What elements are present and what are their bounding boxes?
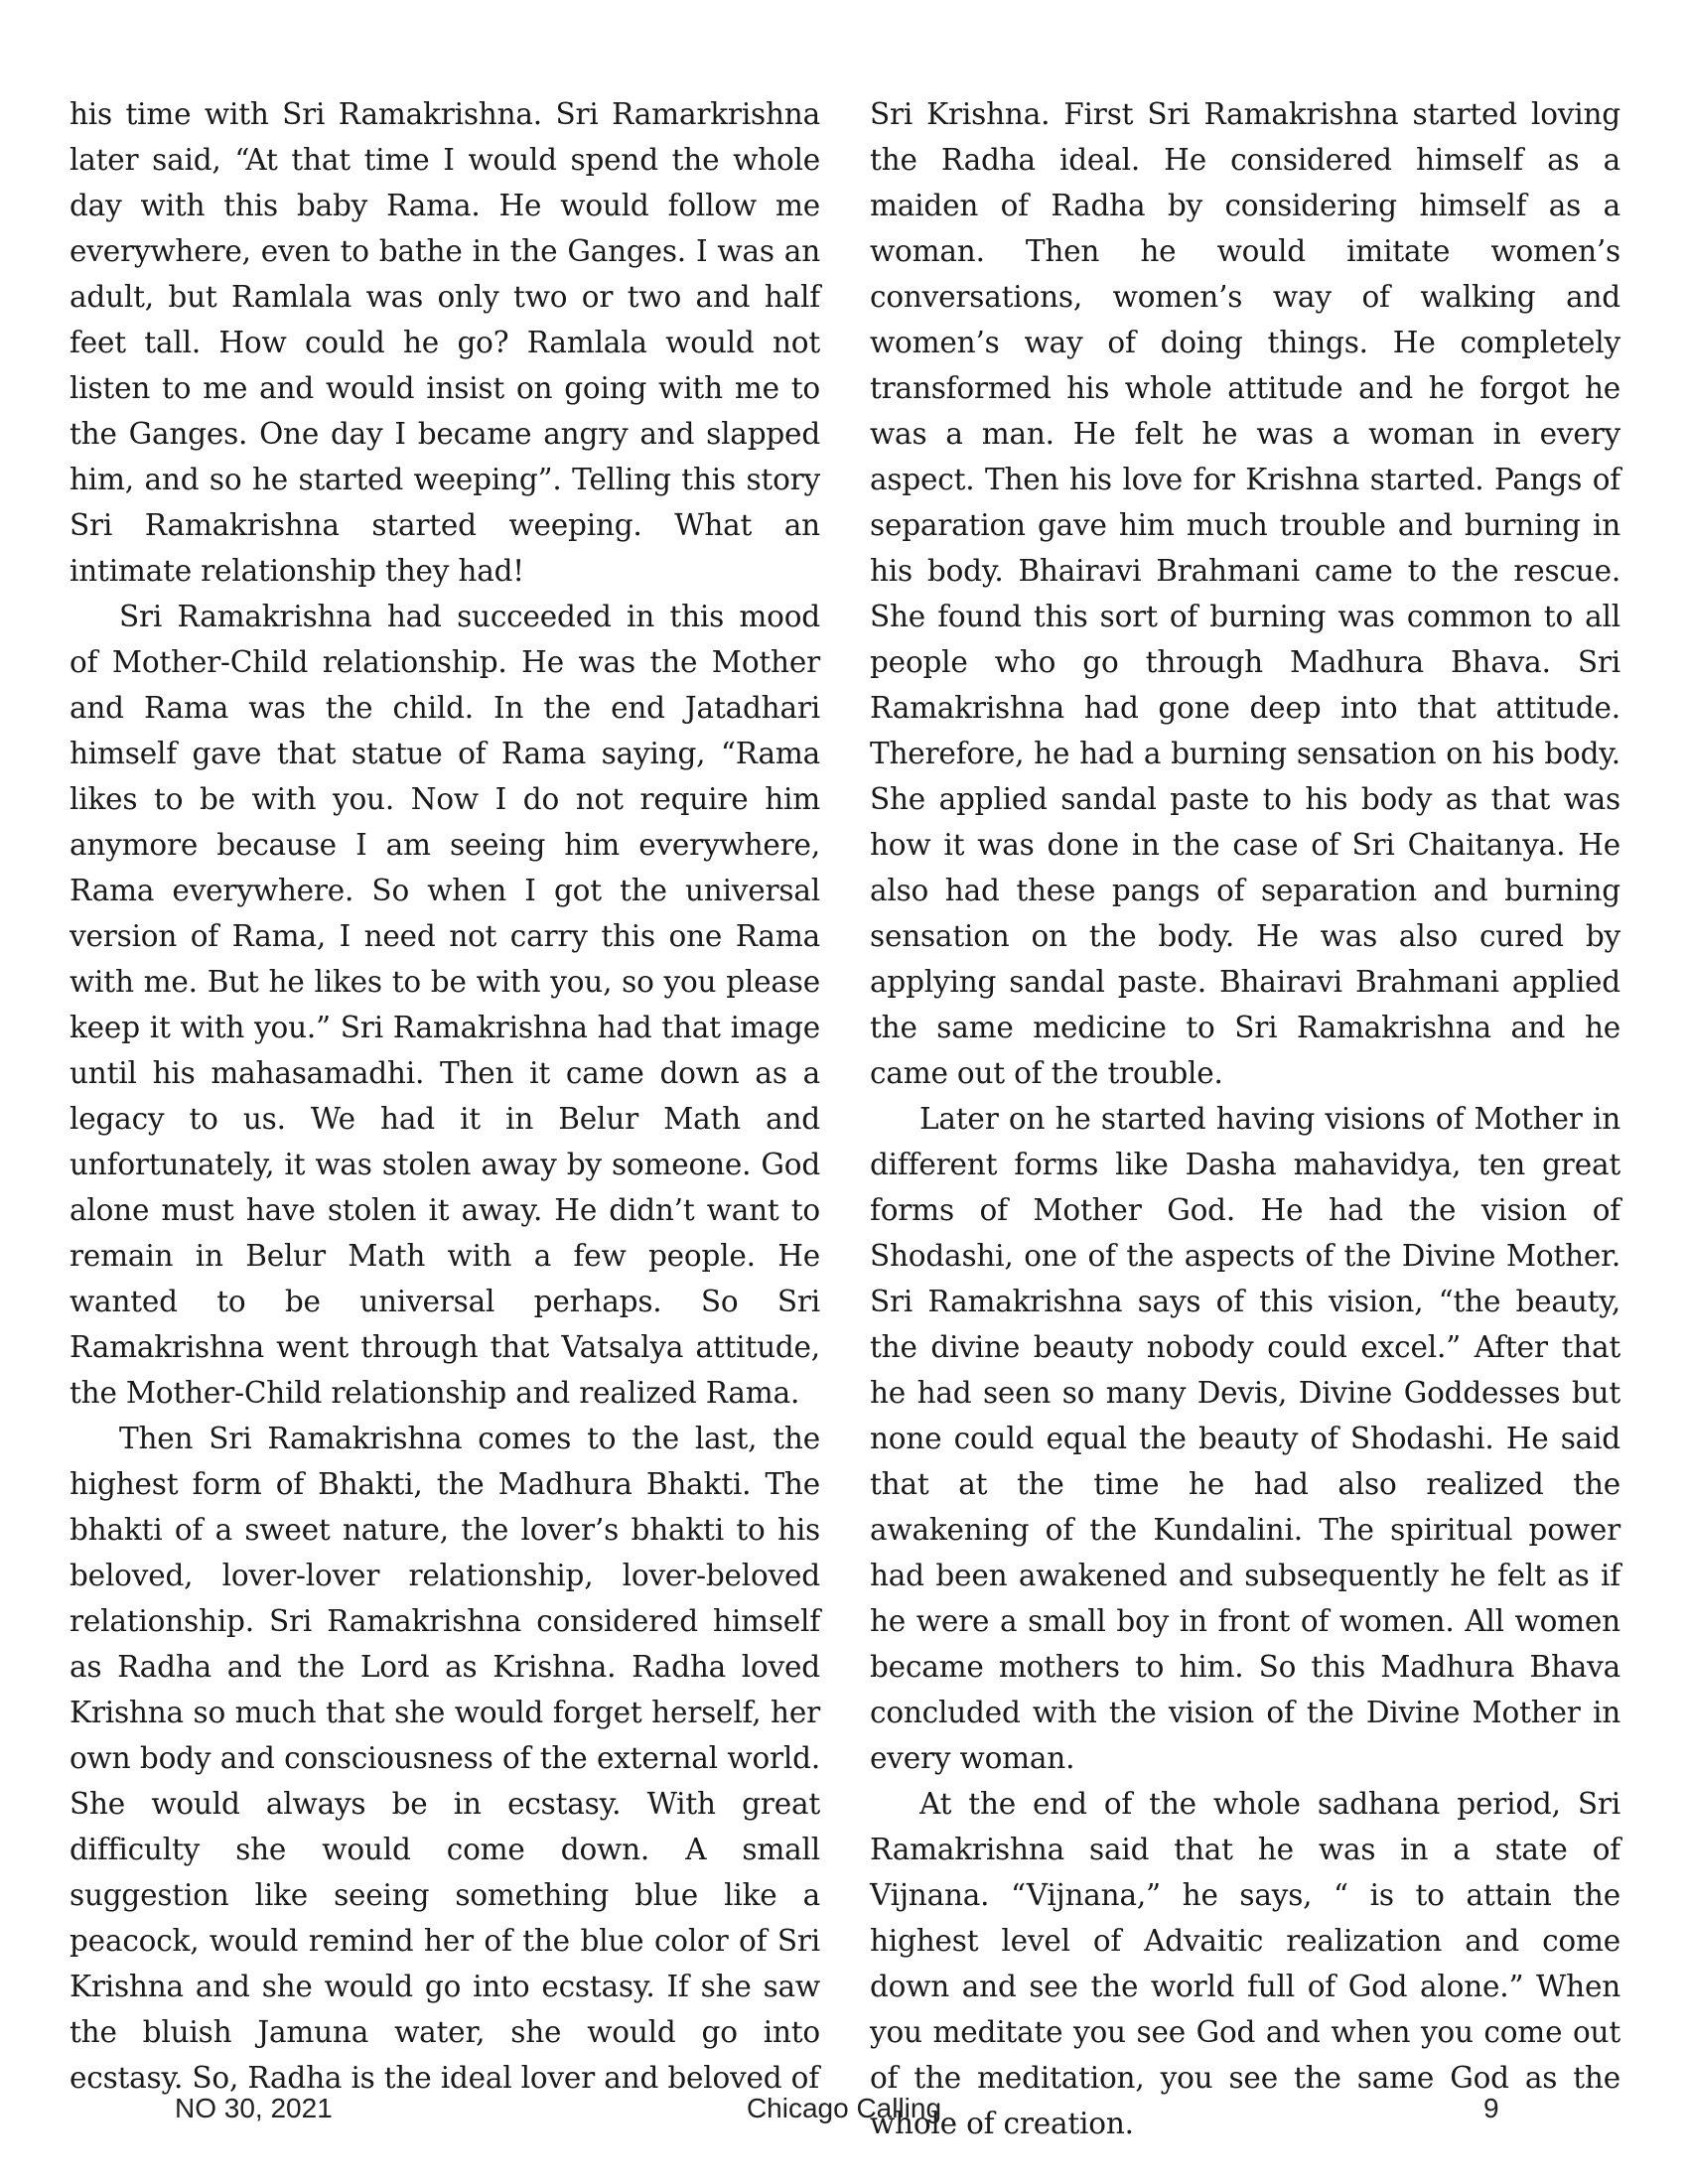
paragraph: Sri Krishna. First Sri Ramakrishna started loving the Radha ideal. He considered himself as a maiden of Radha by considering himself as a woman. Then he would imitate women’s conversations, women’s way of walking and women’s way of doing things. He completely transformed his whole attitude and he forgot he was a man. He felt he was a woman in every aspect. Then his love for Krishna started. Pangs of separation gave him much trouble and burning in his body. Bhairavi Brahmani came to the rescue. She found this sort of burning was common to all people who go through Madhura Bhava. Sri Ramakrishna had gone deep into that attitude. Therefore, he had a burning sensation on his body. She applied sandal paste to his body as that was how it was done in the case of Sri Chaitanya. He also had these pangs of separation and burning sensation on the body. He was also cured by applying sandal paste. Bhairavi Brahmani applied the same medicine to Sri Ramakrishna and he came out of the trouble. (870, 97, 1620, 1090)
footer-publication-title: Chicago Calling (746, 2093, 942, 2123)
footer-issue: NO 30, 2021 (175, 2093, 333, 2123)
paragraph: At the end of the whole sadhana period, Sri Ramakrishna said that he was in a state of Vijnana. “Vijnana,” he says, “ is to attain the highest level of Advaitic realization and come down and see the world full of God alone.” When you meditate you see God and when you come out of the meditation, you see the same God as the whole of creation. (870, 1787, 1620, 2140)
footer-page-number: 9 (1483, 2093, 1499, 2123)
paragraph: his time with Sri Ramakrishna. Sri Ramarkrishna later said, “At that time I would spend the whole day with this baby Rama. He would follow me everywhere, even to bathe in the Ganges. I was an adult, but Ramlala was only two or two and half feet tall. How could he go? Ramlala would not listen to me and would insist on going with me to the Ganges. One day I became angry and slapped him, and so he started weeping”. Telling this story Sri Ramakrishna started weeping. What an intimate relationship they had! (70, 97, 820, 588)
paragraph: Later on he started having visions of Mother in different forms like Dasha mahavidya, ten great forms of Mother God. He had the vision of Shodashi, one of the aspects of the Divine Mother. Sri Ramakrishna says of this vision, “the beauty, the divine beauty nobody could excel.” After that he had seen so many Devis, Divine Goddesses but none could equal the beauty of Shodashi. He said that at the time he had also realized the awakening of the Kundalini. The spiritual power had been awakened and subsequently he felt as if he were a small boy in front of women. All women became mothers to him. So this Madhura Bhava concluded with the vision of the Divine Mother in every woman. (870, 1102, 1620, 1775)
right-column (870, 91, 1620, 2146)
paragraph: Then Sri Ramakrishna comes to the last, the highest form of Bhakti, the Madhura Bhakti. The bhakti of a sweet nature, the lover’s bhakti to his beloved, lover-lover relationship, lover-beloved relationship. Sri Ramakrishna considered himself as Radha and the Lord as Krishna. Radha loved Krishna so much that she would forget herself, her own body and consciousness of the external world. She would always be in ecstasy. With great difficulty she would come down. A small suggestion like seeing something blue like a peacock, would remind her of the blue color of Sri Krishna and she would go into ecstasy. If she saw the bluish Jamuna water, she would go into ecstasy. So, Radha is the ideal lover and beloved of (70, 1422, 820, 2095)
left-column (70, 91, 820, 2101)
paragraph: Sri Ramakrishna had succeeded in this mood of Mother-Child relationship. He was the Mother and Rama was the child. In the end Jatadhari himself gave that statue of Rama saying, “Rama likes to be with you. Now I do not require him anymore because I am seeing him everywhere, Rama everywhere. So when I got the universal version of Rama, I need not carry this one Rama with me. But he likes to be with you, so you please keep it with you.” Sri Ramakrishna had that image until his mahasamadhi. Then it came down as a legacy to us. We had it in Belur Math and unfortunately, it was stolen away by someone. God alone must have stolen it away. He didn’t want to remain in Belur Math with a few people. He wanted to be universal perhaps. So Sri Ramakrishna went through that Vatsalya attitude, the Mother-Child relationship and realized Rama. (70, 600, 820, 1410)
